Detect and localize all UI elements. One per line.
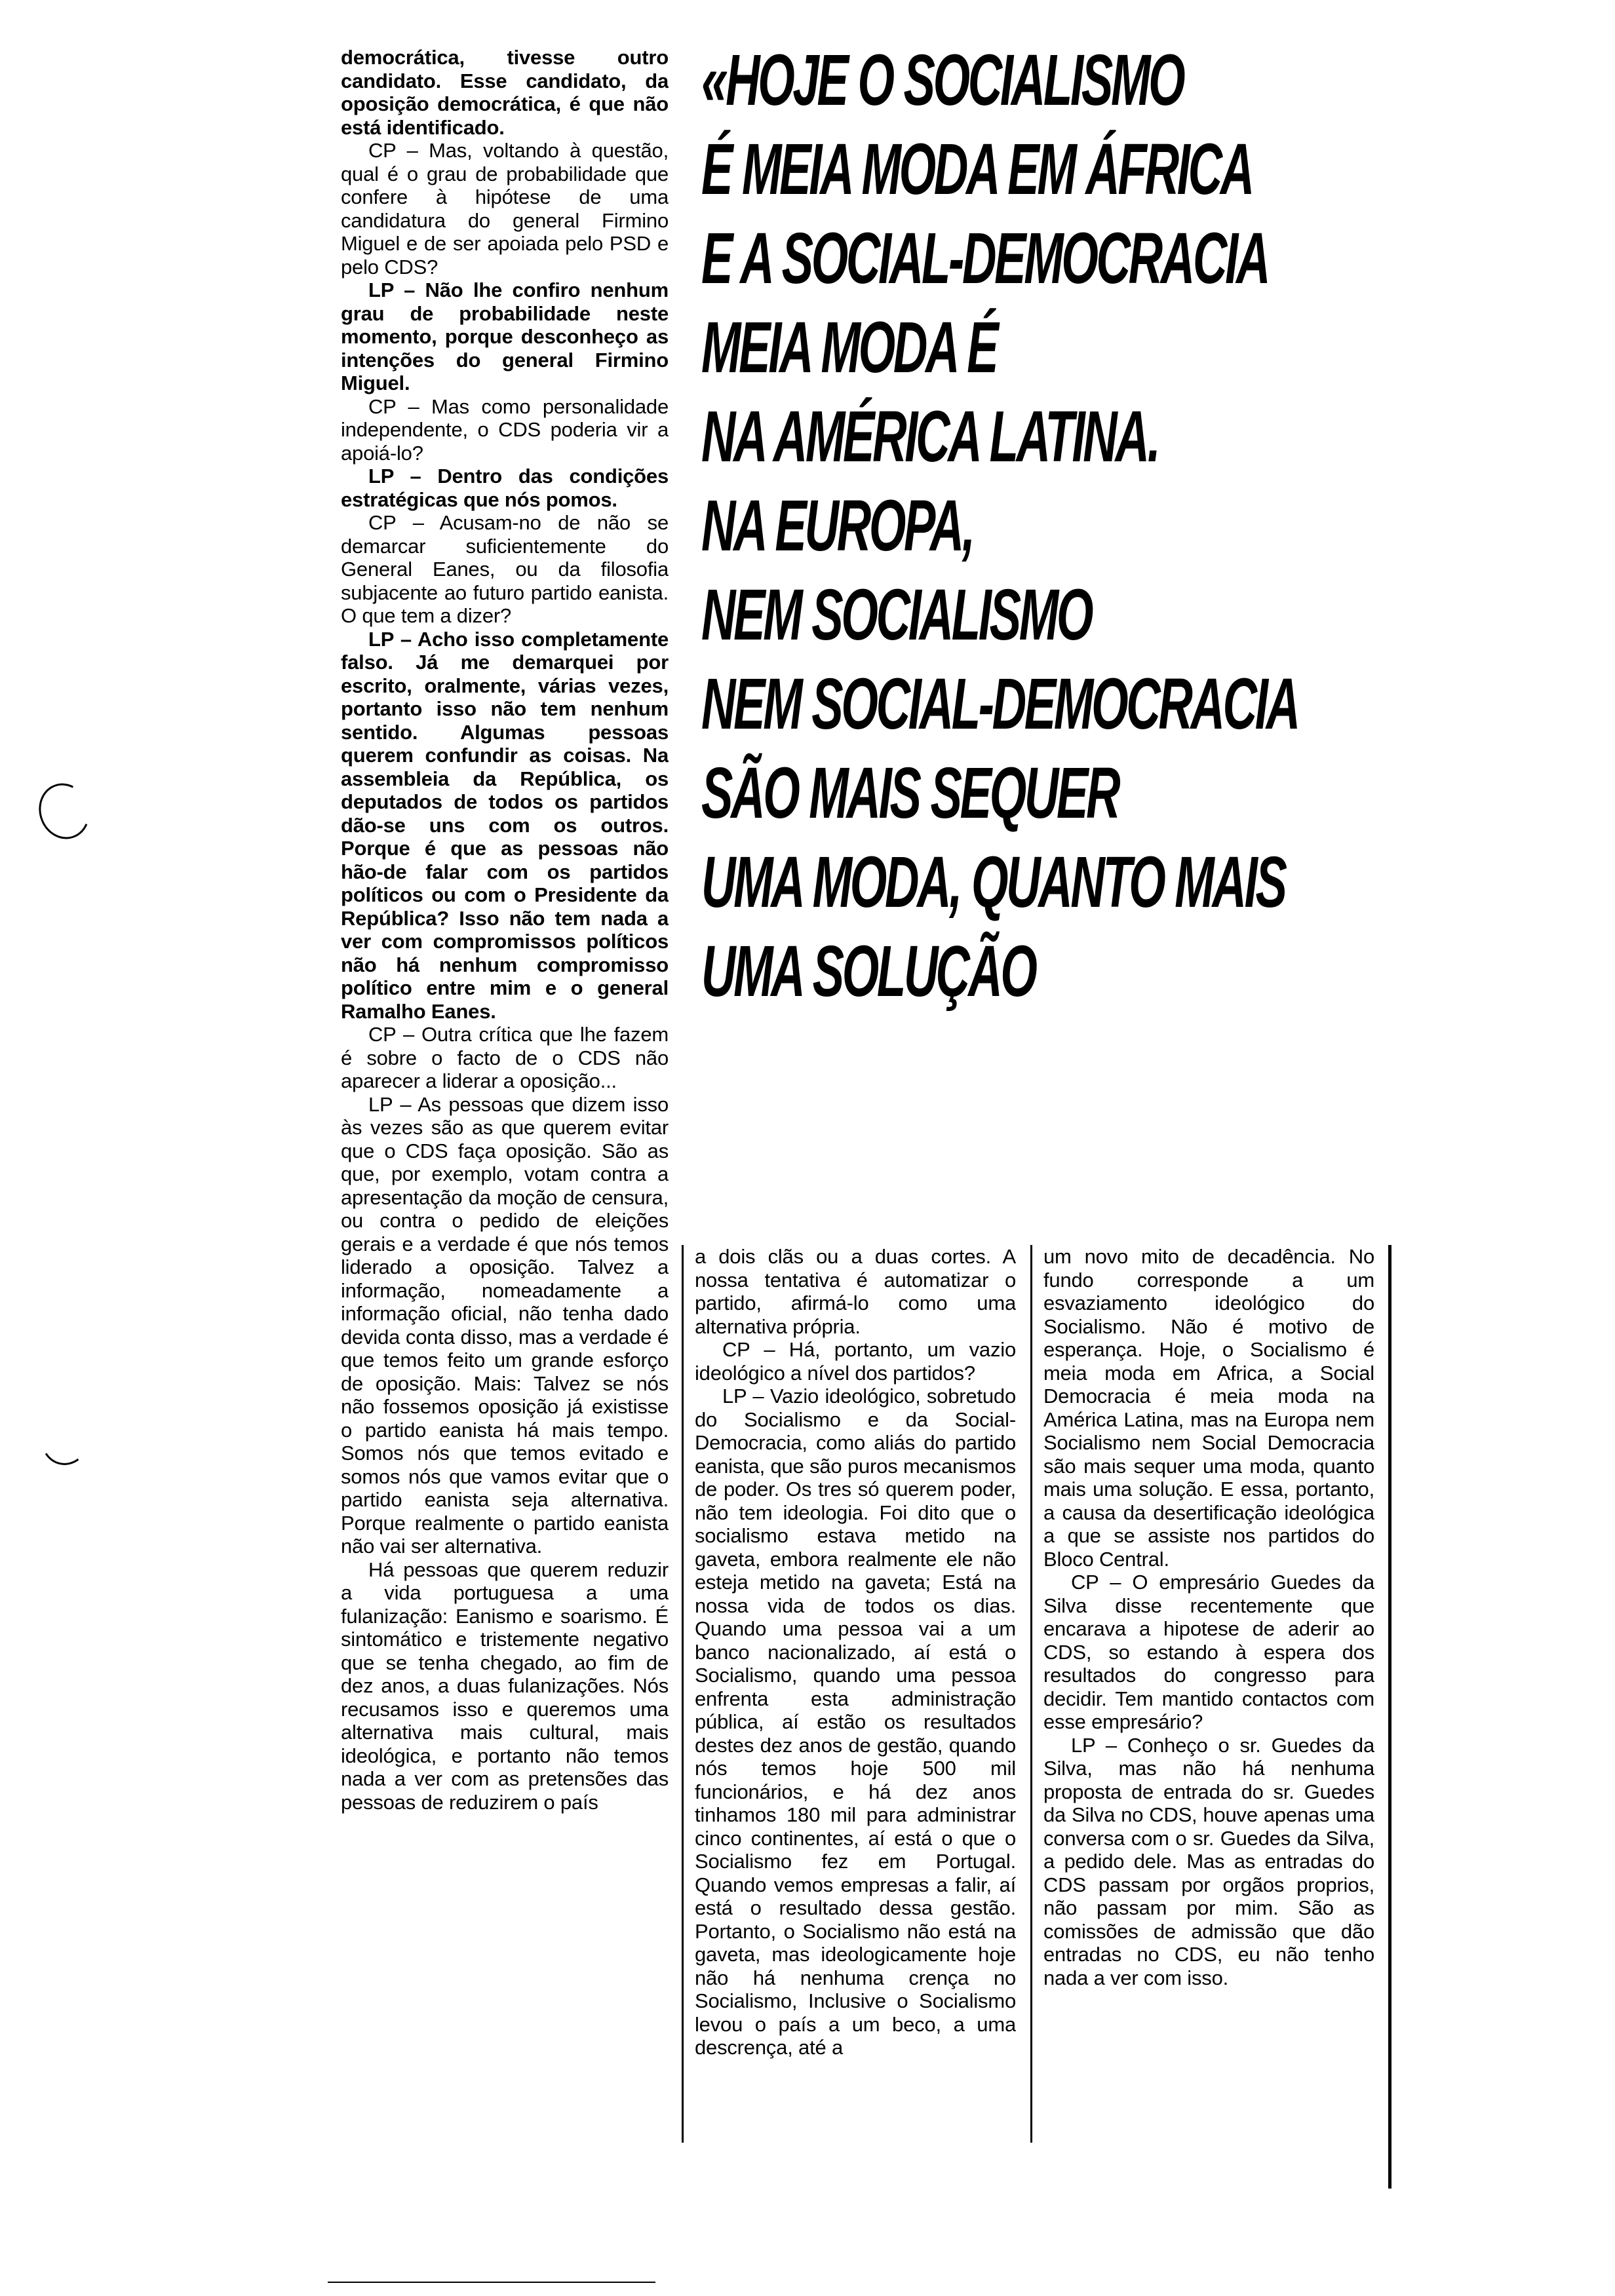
text-column-1	[341, 46, 669, 2149]
article-paragraph: Há pessoas que querem reduzir a vida portuguesa a uma fulanização: Eanismo e soarismo. É sintomático e tristemente negativo que se tenha chegado, ao fim de dez anos, a duas fulanizações. Nós recusamos isso e queremos uma alternativa mais cultural, mais ideológica, e portanto não temos nada a ver com as pretensões das pessoas de reduzirem o país	[341, 1558, 669, 1814]
bottom-rule	[328, 2282, 655, 2283]
headline-line: UMA MODA, QUANTO MAIS	[701, 842, 1285, 923]
article-paragraph: CP – Outra crítica que lhe fazem é sobre o facto de o CDS não aparecer a liderar a oposição...	[341, 1023, 669, 1092]
headline-line: É MEIA MODA EM ÁFRICA	[701, 129, 1253, 210]
article-paragraph: CP – Mas, voltando à questão, qual é o grau de probabilidade que confere à hipótese de uma candidatura do general Firmino Miguel e de ser apoiada pelo PSD e pelo CDS?	[341, 139, 669, 278]
article-paragraph: LP – Vazio ideológico, sobretudo do Socialismo e da Social-Democracia, como aliás do partido eanista, que são puros mecanismos de poder. Os tres só querem poder, não tem ideologia. Foi dito que o socialismo estava metido na gaveta, embora realmente ele não esteja metido na gaveta; Está na nossa vida de todos os dias. Quando uma pessoa vai a um banco nacionalizado, aí está o Socialismo, quando uma pessoa enfrenta esta administração pública, aí estão os resultados destes dez anos de gestão, quando nós temos hoje 500 mil funcionários, e há dez anos tinhamos 180 mil para administrar cinco continentes, aí está o que o Socialismo fez em Portugal. Quando vemos empresas a falir, aí está o resultado dessa gestão. Portanto, o Socialismo não está na gaveta, mas ideologicamente hoje não há nenhuma crença no Socialismo, Inclusive o Socialismo levou o país a um beco, a uma descrença, até a	[695, 1385, 1016, 2059]
article-paragraph: LP – As pessoas que dizem isso às vezes são as que querem evitar que o CDS faça oposição. São as que, por exemplo, votam contra a apresentação da moção de censura, ou contra o pedido de eleições gerais e a verdade é que nós temos liderado a oposição. Talvez a informação, nomeadamente a informação oficial, não tenha dado devida conta disso, mas a verdade é que temos feito um grande esforço de oposição. Mais: Talvez se nós não fossemos oposição já existisse o partido eanista há mais tempo. Somos nós que temos evitado e somos nós que vamos evitar que o partido eanista seja alternativa. Porque realmente o partido eanista não vai ser alternativa.	[341, 1092, 669, 1558]
column-rule-1	[682, 1245, 684, 2143]
article-paragraph: um novo mito de decadência. No fundo corresponde a um esvaziamento ideológico do Socialismo. Não é motivo de esperança. Hoje, o Socialismo é meia moda em Africa, a Social Democracia é meia moda na América Latina, mas na Europa nem Socialismo nem Social Democracia são mais sequer uma moda, quanto mais uma solução. E essa, portanto, a causa da desertificação ideológica a que se assiste nos partidos do Bloco Central.	[1043, 1245, 1374, 1571]
article-paragraph: CP – Há, portanto, um vazio ideológico a nível dos partidos?	[695, 1338, 1016, 1385]
article-paragraph: LP – Não lhe confiro nenhum grau de probabilidade neste momento, porque desconheço as intenções do general Firmino Miguel.	[341, 278, 669, 394]
headline-line: NA AMÉRICA LATINA.	[701, 396, 1159, 477]
text-column-3	[1043, 1245, 1374, 2149]
headline-line: NA EUROPA,	[701, 486, 973, 566]
headline-line: E A SOCIAL-DEMOCRACIA	[701, 218, 1269, 299]
headline-line: NEM SOCIAL-DEMOCRACIA	[701, 664, 1298, 744]
article-paragraph: LP – Conheço o sr. Guedes da Silva, mas não há nenhuma proposta de entrada do sr. Guedes da Silva no CDS, houve apenas uma conversa com o sr. Guedes da Silva, a pedido dele. Mas as entradas do CDS passam por orgãos proprios, não passam por mim. São as comissões de admissão que dão entradas no CDS, eu não tenho nada a ver com isso.	[1043, 1733, 1374, 1989]
column-rule-3	[1388, 1245, 1391, 2189]
headline-line: NEM SOCIALISMO	[701, 575, 1092, 655]
binder-hole-mark	[31, 776, 98, 847]
article-paragraph: LP – Dentro das condições estratégicas que nós pomos.	[341, 465, 669, 511]
headline-line: MEIA MODA É	[701, 307, 997, 388]
article-paragraph: CP – O empresário Guedes da Silva disse recentemente que encarava a hipotese de aderir ao CDS, so estando à espera dos resultados do congresso para decidir. Tem mantido contactos com esse empresário?	[1043, 1571, 1374, 1733]
article-paragraph: CP – Mas como personalidade independente, o CDS poderia vir a apoiá-lo?	[341, 394, 669, 465]
headline-line: UMA SOLUÇÃO	[701, 931, 1036, 1012]
article-paragraph: CP – Acusam-no de não se demarcar suficientemente do General Eanes, ou da filosofia subjacente ao futuro partido eanista. O que tem a dizer?	[341, 511, 669, 627]
headline-line: «HOJE O SOCIALISMO	[701, 40, 1184, 121]
article-paragraph: a dois clãs ou a duas cortes. A nossa tentativa é automatizar o partido, afirmá-lo como uma alternativa própria.	[695, 1245, 1016, 1338]
article-paragraph: LP – Acho isso completamente falso. Já me demarquei por escrito, oralmente, várias vezes, portanto isso não tem nenhum sentido. Algumas pessoas querem confundir as coisas. Na assembleia da República, os deputados de todos os partidos dão-se uns com os outros. Porque é que as pessoas não hão-de falar com os partidos políticos ou com o Presidente da República? Isso não tem nada a ver com compromissos políticos não há nenhum compromisso político entre mim e o general Ramalho Eanes.	[341, 627, 669, 1023]
column-rule-2	[1030, 1245, 1032, 2143]
text-column-2	[695, 1245, 1016, 2149]
headline-line: SÃO MAIS SEQUER	[701, 753, 1119, 833]
headline-quote	[701, 36, 1383, 1215]
binder-hole-mark	[36, 1405, 95, 1469]
article-paragraph: democrática, tivesse outro candidato. Esse candidato, da oposição democrática, é que não está identificado.	[341, 46, 669, 139]
